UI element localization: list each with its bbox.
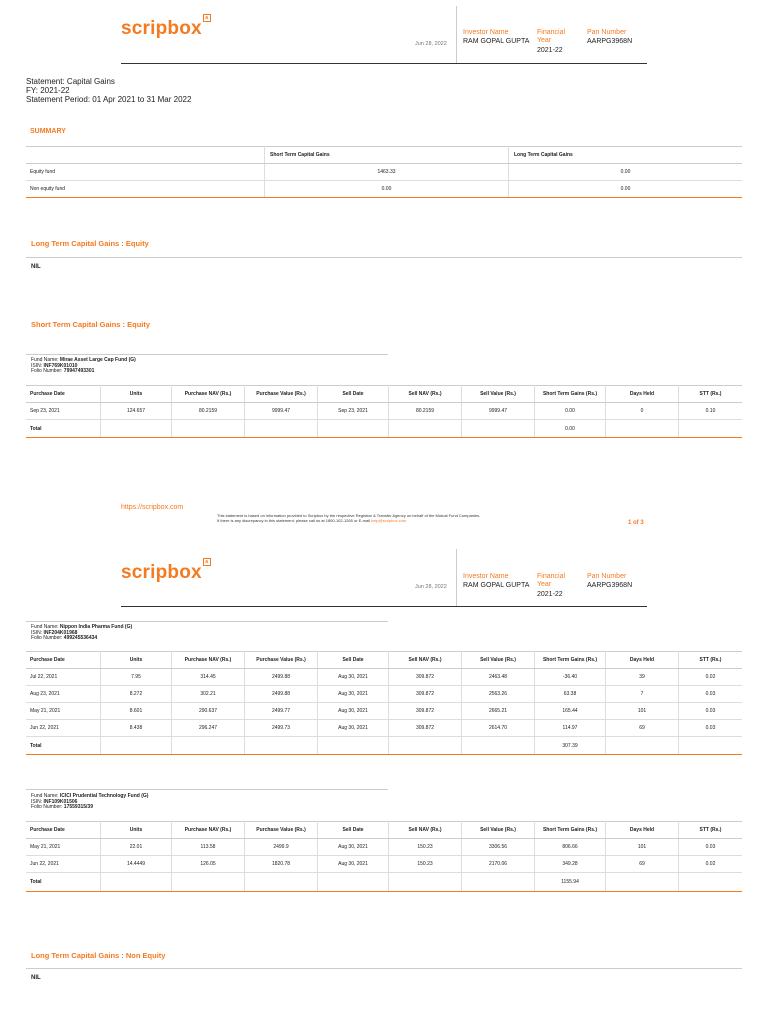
fund-folio: 17559315/39 xyxy=(63,804,93,811)
investor-name-label: Investor Name xyxy=(463,29,509,36)
table-cell xyxy=(462,420,535,438)
logo-mark-icon: a xyxy=(203,558,211,566)
table-row xyxy=(26,720,742,737)
table-cell: Sep 23, 2021 xyxy=(318,403,389,420)
ltcg-non-equity-nil: NIL xyxy=(31,975,41,981)
column-header: Purchase Value (Rs.) xyxy=(245,652,318,669)
fund-info-nippon: Fund Name: Nippon India Pharma Fund (G) ISIN: INF204K01968 Folio Number: 499245536434 xyxy=(31,624,133,642)
fund-info-mirae: Fund Name: Mirae Asset Large Cap Fund (G) ISIN: INF769K01010 Folio Number: 79947493301 xyxy=(31,357,136,375)
column-header: Units xyxy=(101,652,172,669)
pan-number: AARPG3968N xyxy=(587,582,633,589)
table-cell: 309.872 xyxy=(389,703,462,720)
table-row xyxy=(26,669,742,686)
table-cell: 2499.88 xyxy=(245,669,318,686)
summary-row xyxy=(26,164,742,181)
financial-year-label: Financial Year xyxy=(537,29,566,44)
table-cell: Aug 30, 2021 xyxy=(318,839,389,856)
column-header: Units xyxy=(101,822,172,839)
table-total-row xyxy=(26,420,742,438)
fund-table-header xyxy=(26,822,742,839)
col-stt: STT (Rs.) xyxy=(679,386,743,403)
table-cell xyxy=(462,737,535,755)
table-cell: May 21, 2021 xyxy=(26,703,101,720)
summary-title: SUMMARY xyxy=(30,128,66,135)
column-header: Sell Value (Rs.) xyxy=(462,822,535,839)
summary-row xyxy=(26,181,742,198)
table-cell: Aug 30, 2021 xyxy=(318,686,389,703)
table-cell: May 21, 2021 xyxy=(26,839,101,856)
column-header: Short Term Gains (Rs.) xyxy=(535,652,606,669)
section-divider xyxy=(26,257,742,258)
summary-header-stcg: Short Term Capital Gains xyxy=(265,147,509,164)
table-cell xyxy=(606,420,679,438)
table-cell xyxy=(606,873,679,892)
financial-year-label: Financial Year xyxy=(537,573,566,588)
summary-row-stcg: 0.00 xyxy=(265,181,509,198)
table-cell xyxy=(389,420,462,438)
table-cell: 0.03 xyxy=(679,839,743,856)
table-row xyxy=(26,856,742,873)
table-cell: 7.95 xyxy=(101,669,172,686)
column-header: Sell NAV (Rs.) xyxy=(389,822,462,839)
column-header: Short Term Gains (Rs.) xyxy=(535,822,606,839)
total-label: Total xyxy=(26,873,101,892)
summary-row-stcg: 1463.33 xyxy=(265,164,509,181)
statement-fy: FY: 2021-22 xyxy=(26,86,70,95)
table-cell xyxy=(245,873,318,892)
table-cell: 114.97 xyxy=(535,720,606,737)
column-header: STT (Rs.) xyxy=(679,652,743,669)
table-cell xyxy=(318,737,389,755)
summary-row-label: Non equity fund xyxy=(26,181,265,198)
column-header: Days Held xyxy=(606,822,679,839)
footer-disclaimer: This statement is based on information provided to Scripbox by the respective Registrar & Transfer Agency on behalf of the Mutual Fund Companies. If there is any discrepancy in this statement, please call us at 1800-102-1265 or E-mail help@scripbox.com xyxy=(217,513,481,523)
statement-info xyxy=(26,77,191,104)
table-cell: 150.23 xyxy=(389,839,462,856)
scripbox-logo: scripbox a xyxy=(121,562,211,584)
table-cell: 2665.21 xyxy=(462,703,535,720)
col-units: Units xyxy=(101,386,172,403)
table-cell xyxy=(101,737,172,755)
table-cell: 8.438 xyxy=(101,720,172,737)
table-cell: 349.28 xyxy=(535,856,606,873)
investor-name-label: Investor Name xyxy=(463,573,509,580)
header-rule xyxy=(121,63,647,64)
table-cell: 63.38 xyxy=(535,686,606,703)
table-cell: 9999.47 xyxy=(245,403,318,420)
table-cell: 296.247 xyxy=(172,720,245,737)
fund-table-header xyxy=(26,386,742,403)
table-row xyxy=(26,686,742,703)
total-value: 307.39 xyxy=(535,737,606,755)
table-cell: 124.657 xyxy=(101,403,172,420)
column-header: Sell Date xyxy=(318,652,389,669)
table-cell: Aug 30, 2021 xyxy=(318,669,389,686)
ltcg-non-equity-title: Long Term Capital Gains : Non Equity xyxy=(31,951,166,960)
fund-info-divider xyxy=(26,789,388,790)
column-header: Purchase NAV (Rs.) xyxy=(172,652,245,669)
table-cell: Aug 30, 2021 xyxy=(318,703,389,720)
column-header: Purchase Date xyxy=(26,652,101,669)
fund-table-mirae xyxy=(26,385,742,438)
summary-row-ltcg: 0.00 xyxy=(509,164,743,181)
table-cell xyxy=(172,420,245,438)
table-cell xyxy=(679,420,743,438)
table-cell: 150.23 xyxy=(389,856,462,873)
total-value: 1155.94 xyxy=(535,873,606,892)
col-sell-value: Sell Value (Rs.) xyxy=(462,386,535,403)
table-cell: 0.02 xyxy=(679,856,743,873)
table-cell: 3306.56 xyxy=(462,839,535,856)
investor-name: RAM GOPAL GUPTA xyxy=(463,38,530,45)
table-total-row xyxy=(26,873,742,892)
fund-table-header xyxy=(26,652,742,669)
table-cell: 101 xyxy=(606,839,679,856)
column-header: Days Held xyxy=(606,652,679,669)
table-cell: 9999.47 xyxy=(462,403,535,420)
table-cell: 126.05 xyxy=(172,856,245,873)
table-cell: Aug 30, 2021 xyxy=(318,720,389,737)
col-sell-nav: Sell NAV (Rs.) xyxy=(389,386,462,403)
table-cell: 39 xyxy=(606,669,679,686)
table-cell: 0.10 xyxy=(679,403,743,420)
footer-link[interactable]: https://scripbox.com xyxy=(121,504,184,511)
table-cell: 2170.06 xyxy=(462,856,535,873)
table-cell: 8.272 xyxy=(101,686,172,703)
ltcg-equity-nil: NIL xyxy=(31,264,41,270)
fund-info-divider xyxy=(26,354,388,355)
table-cell: 2463.48 xyxy=(462,669,535,686)
table-cell: 69 xyxy=(606,720,679,737)
stcg-equity-title: Short Term Capital Gains : Equity xyxy=(31,320,151,329)
table-cell: 22.01 xyxy=(101,839,172,856)
table-cell: 8.601 xyxy=(101,703,172,720)
table-cell: 309.872 xyxy=(389,686,462,703)
table-cell: Aug 23, 2021 xyxy=(26,686,101,703)
table-cell: 2499.88 xyxy=(245,686,318,703)
pan-number: AARPG3968N xyxy=(587,38,633,45)
table-cell xyxy=(679,737,743,755)
total-label: Total xyxy=(26,420,101,438)
fund-folio: 499245536434 xyxy=(63,635,98,642)
statement-date: Jun 28, 2022 xyxy=(415,584,447,590)
statement-period: Statement Period: 01 Apr 2021 to 31 Mar 2022 xyxy=(26,95,192,104)
table-cell: 113.58 xyxy=(172,839,245,856)
table-cell: 2499.9 xyxy=(245,839,318,856)
fund-isin: INF204K01968 xyxy=(43,629,78,636)
table-cell: Jun 22, 2021 xyxy=(26,720,101,737)
table-cell xyxy=(389,737,462,755)
table-cell: 314.45 xyxy=(172,669,245,686)
table-cell: 101 xyxy=(606,703,679,720)
pan-number-label: Pan Number xyxy=(587,573,627,580)
table-cell: Jul 22, 2021 xyxy=(26,669,101,686)
table-cell xyxy=(462,873,535,892)
header-divider xyxy=(456,6,457,64)
statement-type: Statement: Capital Gains xyxy=(26,77,115,86)
col-purchase-value: Purchase Value (Rs.) xyxy=(245,386,318,403)
fund-info-icici: Fund Name: ICICI Prudential Technology Fund (G) ISIN: INF109K01506 Folio Number: 17559315/39 xyxy=(31,793,149,811)
footer-email-link[interactable]: help@scripbox.com xyxy=(371,518,407,523)
table-cell: 69 xyxy=(606,856,679,873)
table-cell xyxy=(101,420,172,438)
table-cell: 309.872 xyxy=(389,720,462,737)
column-header: Purchase Date xyxy=(26,822,101,839)
fund-name: Nippon India Pharma Fund (G) xyxy=(59,624,133,630)
table-cell: 309.872 xyxy=(389,669,462,686)
table-cell: 290.637 xyxy=(172,703,245,720)
column-header: Sell Value (Rs.) xyxy=(462,652,535,669)
table-cell: -36.40 xyxy=(535,669,606,686)
header-rule xyxy=(121,606,647,607)
table-row xyxy=(26,703,742,720)
fund-name: ICICI Prudential Technology Fund (G) xyxy=(59,793,149,799)
column-header: STT (Rs.) xyxy=(679,822,743,839)
table-cell: 80.2159 xyxy=(389,403,462,420)
table-cell: Jun 22, 2021 xyxy=(26,856,101,873)
table-cell: 7 xyxy=(606,686,679,703)
table-cell xyxy=(172,873,245,892)
table-cell: 0.03 xyxy=(679,686,743,703)
table-cell xyxy=(606,737,679,755)
column-header: Sell Date xyxy=(318,822,389,839)
section-divider xyxy=(26,968,742,969)
col-purchase-nav: Purchase NAV (Rs.) xyxy=(172,386,245,403)
ltcg-equity-title: Long Term Capital Gains : Equity xyxy=(31,239,149,248)
table-cell: 0.03 xyxy=(679,720,743,737)
table-cell: 0.00 xyxy=(535,403,606,420)
col-sell-date: Sell Date xyxy=(318,386,389,403)
col-short-term-gains: Short Term Gains (Rs.) xyxy=(535,386,606,403)
financial-year-value: 2021-22 xyxy=(537,591,563,598)
table-cell: 14.4449 xyxy=(101,856,172,873)
summary-row-ltcg: 0.00 xyxy=(509,181,743,198)
summary-header-blank xyxy=(26,147,265,164)
table-cell xyxy=(245,737,318,755)
investor-name: RAM GOPAL GUPTA xyxy=(463,582,530,589)
table-cell: 302.21 xyxy=(172,686,245,703)
table-cell xyxy=(245,420,318,438)
column-header: Purchase NAV (Rs.) xyxy=(172,822,245,839)
fund-folio: 79947493301 xyxy=(63,368,95,375)
summary-table xyxy=(26,146,742,198)
table-row xyxy=(26,839,742,856)
fund-name: Mirae Asset Large Cap Fund (G) xyxy=(59,357,136,363)
column-header: Purchase Value (Rs.) xyxy=(245,822,318,839)
fund-isin: INF109K01506 xyxy=(43,798,78,805)
table-cell: 1820.78 xyxy=(245,856,318,873)
fund-info-divider xyxy=(26,621,388,622)
table-cell xyxy=(679,873,743,892)
financial-year-value: 2021-22 xyxy=(537,47,563,54)
table-cell: 165.44 xyxy=(535,703,606,720)
total-label: Total xyxy=(26,737,101,755)
table-cell: 2563.26 xyxy=(462,686,535,703)
summary-header-ltcg: Long Term Capital Gains xyxy=(509,147,743,164)
col-days-held: Days Held xyxy=(606,386,679,403)
table-total-row xyxy=(26,737,742,755)
summary-row-label: Equity fund xyxy=(26,164,265,181)
scripbox-logo: scripbox a xyxy=(121,18,211,40)
table-row xyxy=(26,403,742,420)
table-cell: 806.66 xyxy=(535,839,606,856)
table-cell xyxy=(389,873,462,892)
table-cell: 0.03 xyxy=(679,703,743,720)
table-cell xyxy=(172,737,245,755)
table-cell xyxy=(318,873,389,892)
table-cell: 2499.73 xyxy=(245,720,318,737)
fund-table-nippon xyxy=(26,651,742,755)
page-number: 1 of 3 xyxy=(628,520,644,526)
total-value: 0.00 xyxy=(535,420,606,438)
table-cell: 0.02 xyxy=(679,669,743,686)
table-cell xyxy=(318,420,389,438)
header-divider xyxy=(456,549,457,607)
table-cell: 2499.77 xyxy=(245,703,318,720)
statement-date: Jun 28, 2022 xyxy=(415,41,447,47)
column-header: Sell NAV (Rs.) xyxy=(389,652,462,669)
table-cell: 80.2159 xyxy=(172,403,245,420)
col-purchase-date: Purchase Date xyxy=(26,386,101,403)
table-cell xyxy=(101,873,172,892)
table-cell: 0 xyxy=(606,403,679,420)
pan-number-label: Pan Number xyxy=(587,29,627,36)
table-cell: 2614.70 xyxy=(462,720,535,737)
table-cell: Sep 23, 2021 xyxy=(26,403,101,420)
fund-isin: INF769K01010 xyxy=(43,362,78,369)
table-cell: Aug 30, 2021 xyxy=(318,856,389,873)
fund-table-icici xyxy=(26,821,742,892)
logo-mark-icon: a xyxy=(203,14,211,22)
